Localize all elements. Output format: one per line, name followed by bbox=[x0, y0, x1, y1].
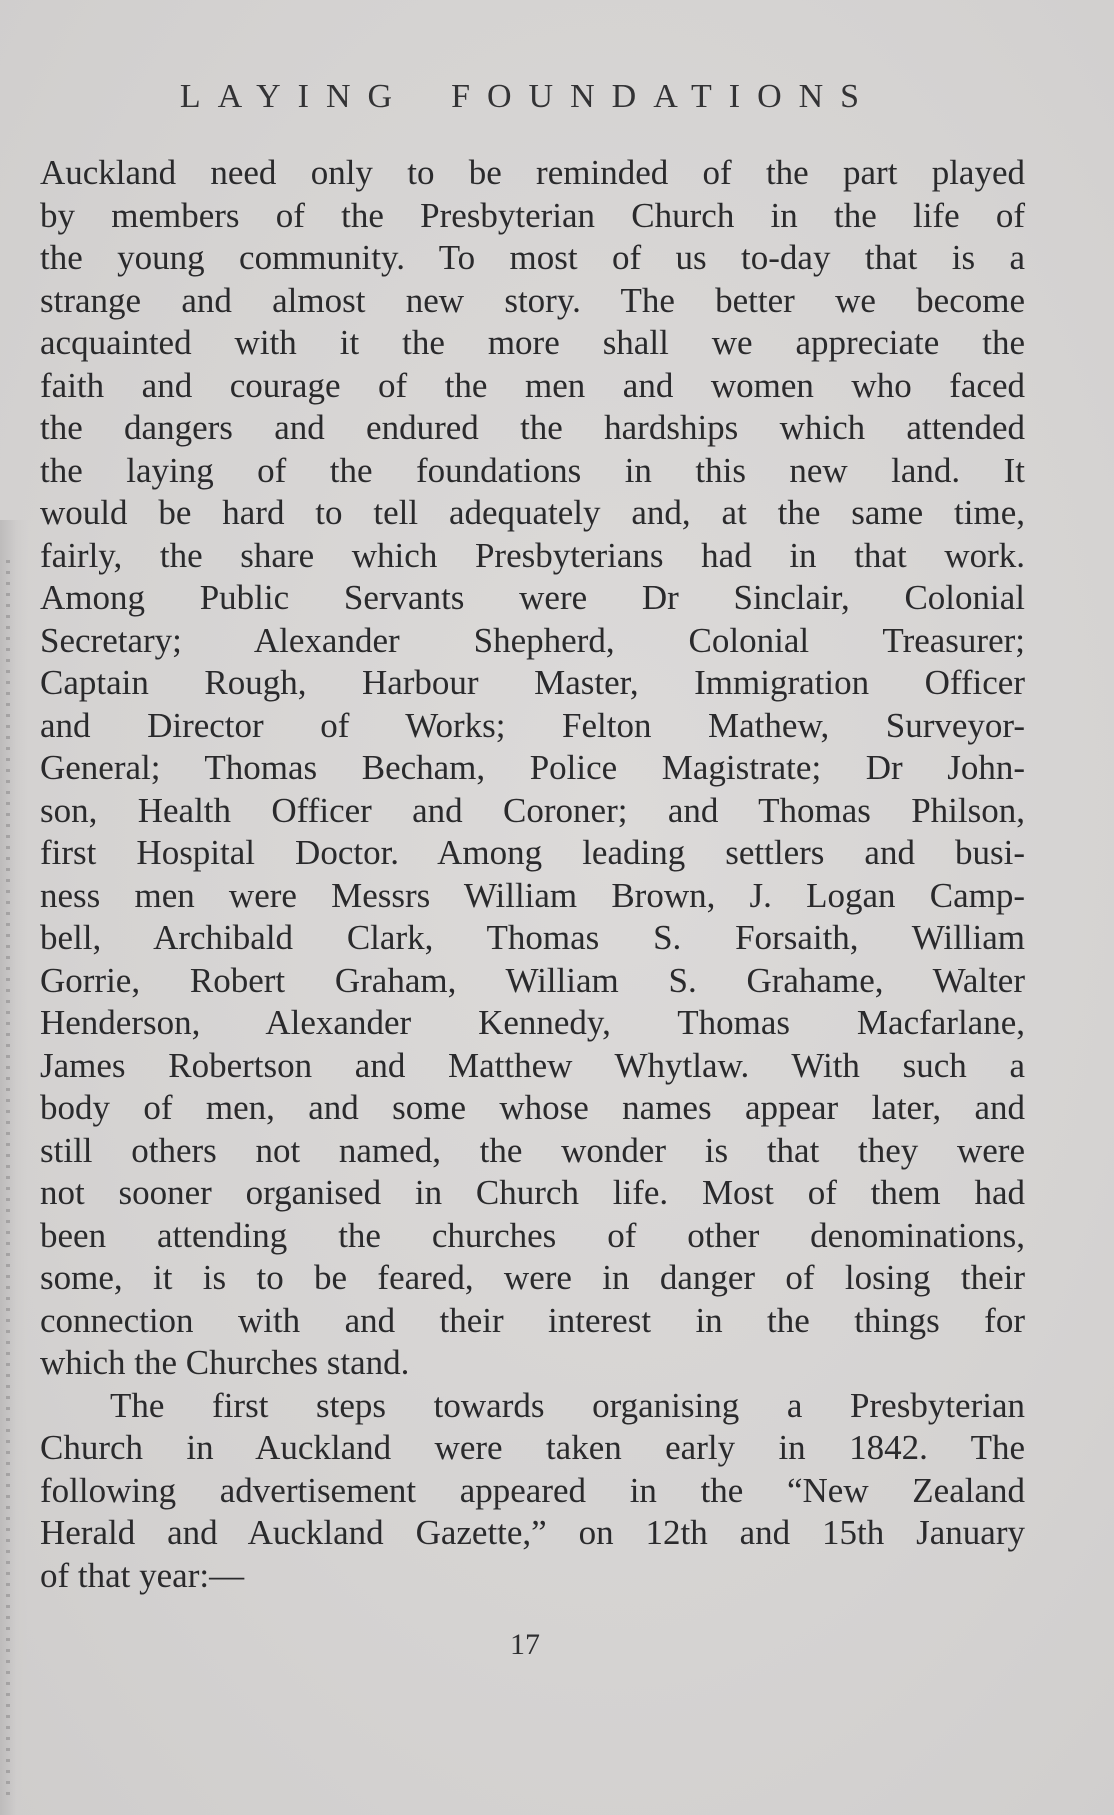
text-line: and Director of Works; Felton Mathew, Surveyor- bbox=[40, 705, 1025, 745]
text-line: Gorrie, Robert Graham, William S. Grahame, Walter bbox=[40, 960, 1025, 1000]
text-line: ness men were Messrs William Brown, J. Logan Camp- bbox=[40, 875, 1025, 915]
text-line: would be hard to tell adequately and, at the same time, bbox=[40, 493, 1025, 532]
text-line: Auckland need only to be reminded of the part played bbox=[40, 153, 1025, 192]
text-line: the young community. To most of us to-day that is a bbox=[40, 238, 1025, 277]
text-line: body of men, and some whose names appear later, and bbox=[40, 1088, 1025, 1127]
text-line: Henderson, Alexander Kennedy, Thomas Macfarlane, bbox=[40, 1003, 1025, 1042]
text-line: of that year:— bbox=[40, 1555, 245, 1595]
text-line: by members of the Presbyterian Church in the life of bbox=[40, 195, 1025, 235]
text-line: connection with and their interest in the things for bbox=[40, 1300, 1025, 1340]
text-line: following advertisement appeared in the “New Zealand bbox=[40, 1470, 1025, 1510]
text-line: not sooner organised in Church life. Most of them had bbox=[40, 1173, 1025, 1212]
text-line: which the Churches stand. bbox=[40, 1343, 410, 1382]
text-line: the laying of the foundations in this new land. It bbox=[40, 450, 1025, 490]
text-line: strange and almost new story. The better we become bbox=[40, 280, 1025, 320]
binding-stitching bbox=[6, 560, 10, 1800]
page-number: 17 bbox=[510, 1628, 540, 1661]
text-line: fairly, the share which Presbyterians had in that work. bbox=[40, 535, 1025, 575]
text-line: Captain Rough, Harbour Master, Immigration Officer bbox=[40, 663, 1025, 702]
text-line: Herald and Auckland Gazette,” on 12th and 15th January bbox=[40, 1513, 1025, 1552]
binding-edge bbox=[0, 520, 28, 1815]
text-line: faith and courage of the men and women who faced bbox=[40, 365, 1025, 405]
text-line: bell, Archibald Clark, Thomas S. Forsaith, William bbox=[40, 918, 1025, 957]
body-text bbox=[40, 152, 1025, 1597]
text-line: the dangers and endured the hardships which attended bbox=[40, 408, 1025, 447]
text-line: been attending the churches of other denominations, bbox=[40, 1215, 1025, 1255]
running-head bbox=[0, 78, 1056, 116]
text-line: some, it is to be feared, were in danger of losing their bbox=[40, 1258, 1025, 1297]
text-line: Secretary; Alexander Shepherd, Colonial Treasurer; bbox=[40, 620, 1025, 660]
text-line: still others not named, the wonder is that they were bbox=[40, 1130, 1025, 1170]
text-line: General; Thomas Becham, Police Magistrate; Dr John- bbox=[40, 748, 1025, 787]
running-head-word-2: FOUNDATIONS bbox=[451, 78, 877, 115]
running-head-word-1: LAYING bbox=[179, 78, 410, 115]
text-line: first Hospital Doctor. Among leading settlers and busi- bbox=[40, 833, 1025, 872]
paragraph bbox=[40, 152, 1025, 1385]
text-line: The first steps towards organising a Presbyterian bbox=[110, 1385, 1025, 1425]
text-line: James Robertson and Matthew Whytlaw. With such a bbox=[40, 1045, 1025, 1085]
text-line: Among Public Servants were Dr Sinclair, Colonial bbox=[40, 578, 1025, 617]
text-line: son, Health Officer and Coroner; and Thomas Philson, bbox=[40, 790, 1025, 830]
text-line: acquainted with it the more shall we appreciate the bbox=[40, 323, 1025, 362]
text-line: Church in Auckland were taken early in 1842. The bbox=[40, 1428, 1025, 1467]
paragraph bbox=[40, 1385, 1025, 1598]
